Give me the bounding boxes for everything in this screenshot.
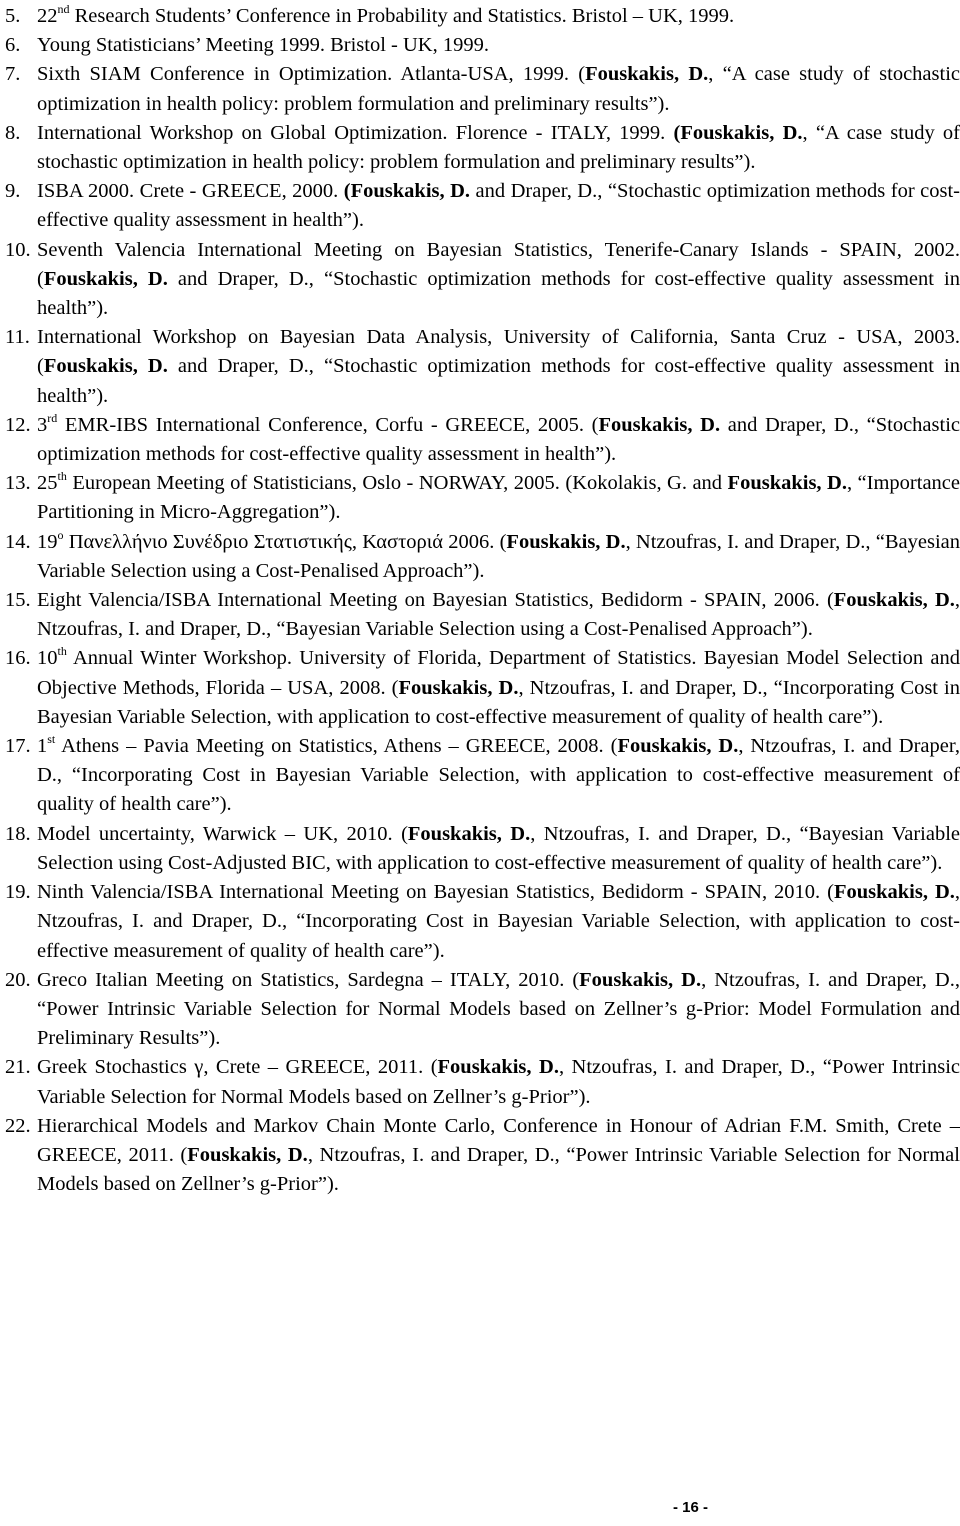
item-number: 13.: [5, 472, 31, 495]
text-segment: Eight Valencia/ISBA International Meeting on Bayesian Statistics, Bedidorm - SPAIN, 2006. (: [37, 589, 834, 612]
text-segment: Greek Stochastics γ, Crete – GREECE, 2011. (: [37, 1056, 438, 1079]
conference-presentations-list: [0, 2, 960, 1199]
text-segment: , Ntzoufras, I. and Draper, D., “Bayesian Variable Selection using a Cost-Penalised Approach”).: [37, 589, 960, 641]
item-number: 19.: [5, 881, 31, 904]
text-segment: EMR-IBS International Conference, Corfu - GREECE, 2005. (: [57, 413, 599, 436]
text-segment: , “A case study of stochastic optimization in health policy: problem formulation and preliminary results”).: [37, 63, 960, 115]
list-item: [0, 323, 960, 411]
item-text: [37, 326, 960, 406]
author-name-bold: Fouskakis, D.: [187, 1143, 308, 1166]
text-segment: Annual Winter Workshop. University of Florida, Department of Statistics. Bayesian Model Selection and Objective Methods, Florida – USA, 2008. (: [37, 647, 960, 699]
item-number: 11.: [5, 326, 30, 349]
ordinal-superscript: o: [57, 527, 64, 542]
text-segment: , Ntzoufras, I. and Draper, D., “Bayesian Variable Selection using Cost-Adjusted BIC, with application to cost-effective measurement of quality of health care”).: [37, 822, 960, 874]
text-segment: Model uncertainty, Warwick – UK, 2010. (: [37, 822, 408, 845]
text-segment: ISBA 2000. Crete - GREECE, 2000.: [37, 180, 344, 203]
text-segment: 10: [37, 647, 58, 670]
author-name-bold: (Fouskakis, D.: [673, 121, 803, 144]
text-segment: , “Importance Partitioning in Micro-Aggregation”).: [37, 472, 960, 524]
ordinal-superscript: rd: [47, 410, 58, 425]
author-name-bold: Fouskakis, D.: [617, 735, 739, 758]
text-segment: , Ntzoufras, I. and Draper, D., “Bayesian Variable Selection using a Cost-Penalised Approach”).: [37, 530, 960, 582]
text-segment: , Ntzoufras, I. and Draper, D., “Power Intrinsic Variable Selection for Normal Models based on Zellner’s g-Prior: Model Formulation and Preliminary Results”).: [37, 968, 960, 1050]
item-number: 17.: [5, 735, 31, 758]
text-segment: 1: [37, 735, 48, 758]
item-number: 5.: [5, 5, 21, 27]
text-segment: , “A case study of stochastic optimization in health policy: problem formulation and preliminary results”).: [37, 121, 960, 174]
ordinal-superscript: th: [57, 469, 67, 484]
list-item: [0, 528, 960, 586]
item-text: [37, 881, 960, 961]
item-text: [37, 823, 960, 874]
item-text: [37, 1115, 960, 1195]
list-item: [0, 119, 960, 177]
text-segment: Πανελλήνιο Συνέδριο Στατιστικής, Καστοριά 2006. (: [63, 530, 507, 553]
item-text: [37, 239, 960, 319]
list-item: [0, 31, 960, 60]
author-name-bold: Fouskakis, D.: [833, 589, 955, 612]
list-item: [0, 1112, 960, 1200]
text-segment: , Ntzoufras, I. and Draper, D., “Power Intrinsic Variable Selection for Normal Models based on Zellner’s g-Prior”).: [37, 1056, 960, 1108]
text-segment: 22: [37, 5, 58, 27]
item-number: 22.: [5, 1114, 31, 1137]
author-name-bold: Fouskakis, D.: [727, 472, 847, 495]
text-segment: and Draper, D., “Stochastic optimization methods for cost-effective quality assessment in health”).: [37, 267, 960, 320]
item-number: 18.: [5, 822, 31, 845]
list-item: [0, 820, 960, 878]
item-text: [37, 527, 960, 582]
text-segment: Sixth SIAM Conference in Optimization. Atlanta-USA, 1999. (: [37, 63, 586, 86]
text-segment: , Ntzoufras, I. and Draper, D., “Power Intrinsic Variable Selection for Normal Models based on Zellner’s g-Prior”).: [37, 1143, 960, 1196]
list-item: [0, 177, 960, 235]
item-number: 14.: [5, 530, 31, 553]
author-name-bold: Fouskakis, D.: [398, 676, 519, 699]
author-name-bold: Fouskakis, D.: [407, 822, 531, 845]
text-segment: European Meeting of Statisticians, Oslo - NORWAY, 2005. (Kokolakis, G. and: [66, 472, 728, 495]
author-name-bold: Fouskakis, D.: [437, 1056, 559, 1079]
text-segment: Hierarchical Models and Markov Chain Monte Carlo, Conference in Honour of Adrian F.M. Smith, Crete – GREECE, 2011. (: [37, 1114, 960, 1166]
item-text: [37, 644, 960, 728]
item-text: [37, 2, 735, 27]
text-segment: Greco Italian Meeting on Statistics, Sardegna – ITALY, 2010. (: [37, 968, 580, 991]
author-name-bold: Fouskakis, D.: [43, 355, 168, 378]
item-number: 8.: [5, 121, 21, 144]
item-number: 9.: [5, 180, 21, 203]
item-text: [37, 410, 960, 466]
item-text: [37, 589, 960, 640]
list-item: [0, 411, 960, 469]
item-text: [37, 732, 960, 816]
list-item: [0, 878, 960, 966]
text-segment: Research Students’ Conference in Probability and Statistics. Bristol – UK, 1999.: [69, 5, 735, 27]
text-segment: 25: [37, 472, 58, 495]
text-segment: , Ntzoufras, I. and Draper, D., “Incorporating Cost in Bayesian Variable Selection, with application to cost-effective measurement of quality of health care”).: [37, 676, 960, 728]
item-number: 21.: [5, 1056, 31, 1079]
list-item: [0, 236, 960, 324]
list-item: [0, 586, 960, 644]
text-segment: Seventh Valencia International Meeting on Bayesian Statistics, Tenerife-Canary Islands - SPAIN, 2002. (: [37, 238, 960, 290]
item-number: 16.: [5, 647, 31, 670]
list-item: [0, 1053, 960, 1111]
item-text: [37, 469, 960, 524]
text-segment: , Ntzoufras, I. and Draper, D., “Incorporating Cost in Bayesian Variable Selection, with application to cost-effective measurement of quality of health care”).: [37, 881, 960, 962]
page-number: - 16 -: [672, 1499, 708, 1516]
list-item: [0, 966, 960, 1054]
item-number: 12.: [5, 413, 31, 436]
ordinal-superscript: nd: [57, 2, 70, 16]
item-number: 10.: [5, 238, 31, 261]
text-segment: and Draper, D., “Stochastic optimization methods for cost-effective quality assessment in health”).: [37, 355, 960, 407]
item-text: [37, 122, 960, 173]
item-number: 6.: [5, 34, 21, 57]
item-number: 20.: [5, 968, 31, 991]
item-number: 7.: [5, 63, 21, 86]
author-name-bold: (Fouskakis, D.: [343, 180, 471, 203]
text-segment: Young Statisticians’ Meeting 1999. Bristol - UK, 1999.: [37, 34, 489, 57]
list-item: [0, 60, 960, 118]
ordinal-superscript: th: [57, 644, 67, 659]
list-item: [0, 644, 960, 732]
author-name-bold: Fouskakis, D.: [598, 413, 721, 436]
author-name-bold: Fouskakis, D.: [585, 63, 709, 86]
item-text: [37, 969, 960, 1049]
ordinal-superscript: st: [47, 732, 56, 747]
author-name-bold: Fouskakis, D.: [43, 267, 168, 290]
text-segment: 3: [37, 413, 48, 436]
text-segment: and Draper, D., “Stochastic optimization methods for cost-effective quality assessment in health”).: [37, 413, 960, 466]
text-segment: and Draper, D., “Stochastic optimization methods for cost-effective quality assessment in health”).: [37, 180, 960, 232]
text-segment: Athens – Pavia Meeting on Statistics, Athens – GREECE, 2008. (: [55, 735, 618, 758]
author-name-bold: Fouskakis, D.: [506, 530, 626, 553]
list-item: [0, 732, 960, 820]
item-text: [37, 63, 960, 114]
author-name-bold: Fouskakis, D.: [833, 881, 955, 904]
item-text: [37, 34, 489, 56]
item-text: [37, 1056, 960, 1107]
list-item: [0, 2, 960, 31]
item-number: 15.: [5, 589, 31, 612]
item-text: [37, 180, 960, 231]
author-name-bold: Fouskakis, D.: [579, 968, 702, 991]
text-segment: International Workshop on Bayesian Data Analysis, University of California, Santa Cruz - USA, 2003. (: [37, 326, 960, 378]
text-segment: , Ntzoufras, I. and Draper, D., “Incorporating Cost in Bayesian Variable Selection, with application to cost-effective measurement of quality of health care”).: [37, 735, 960, 816]
list-item: [0, 469, 960, 527]
text-segment: 19: [37, 530, 58, 553]
text-segment: International Workshop on Global Optimization. Florence - ITALY, 1999.: [37, 121, 674, 144]
text-segment: Ninth Valencia/ISBA International Meeting on Bayesian Statistics, Bedidorm - SPAIN, 2010. (: [37, 881, 834, 904]
